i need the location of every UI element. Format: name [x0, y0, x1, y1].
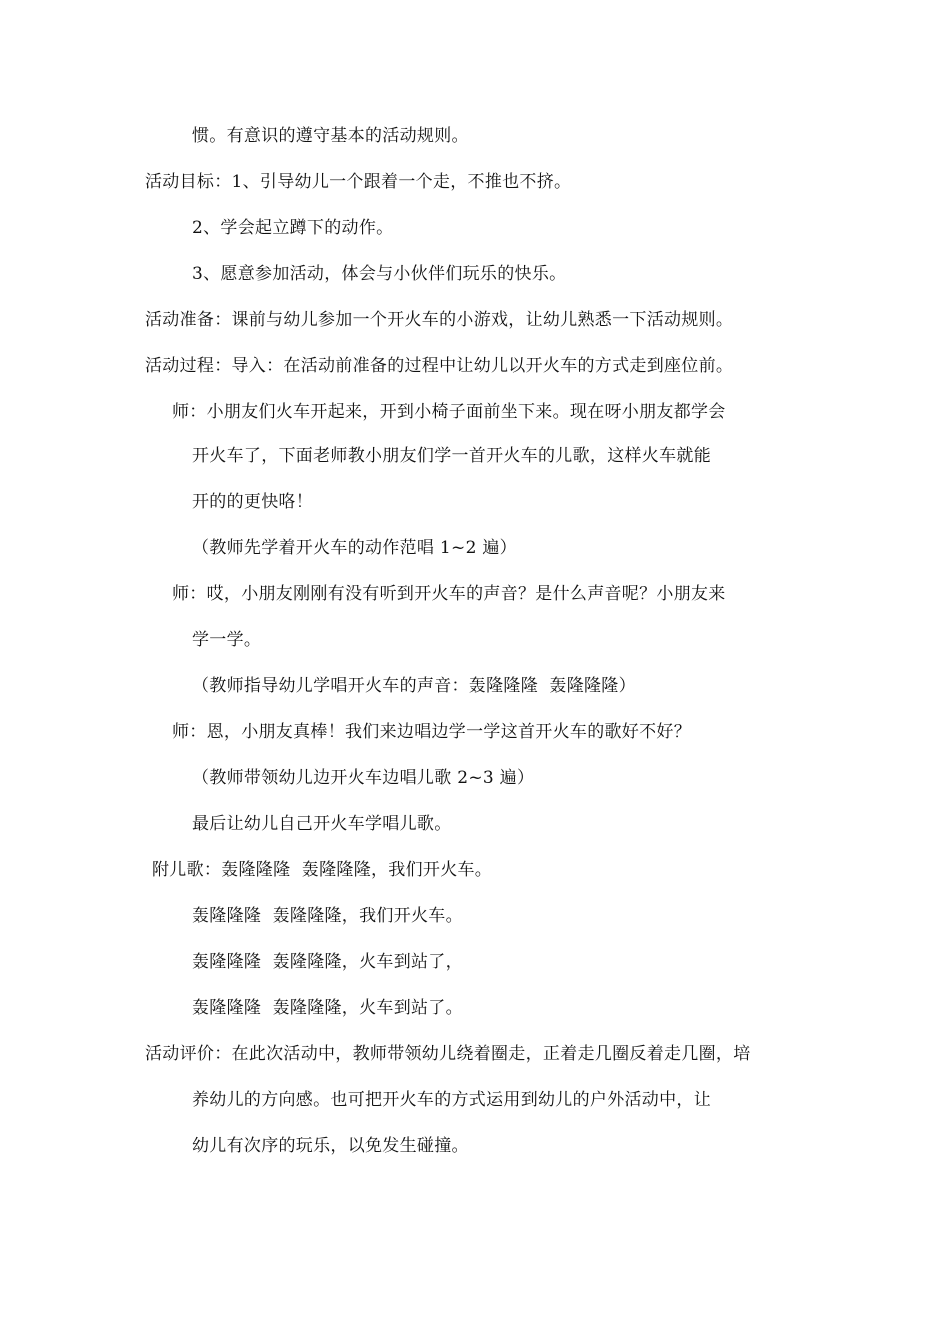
teacher-note-3: （教师带领幼儿边开火车边唱儿歌 2~3 遍） [192, 768, 535, 788]
song-line-2: 轰隆隆隆 轰隆隆隆，我们开火车。 [192, 906, 463, 926]
activity-process-line: 活动过程：导入：在活动前准备的过程中让幼儿以开火车的方式走到座位前。 [145, 356, 734, 376]
text-line: 惯。有意识的遵守基本的活动规则。 [192, 126, 469, 146]
song-line-3: 轰隆隆隆 轰隆隆隆，火车到站了， [192, 952, 463, 972]
song-line-4: 轰隆隆隆 轰隆隆隆，火车到站了。 [192, 998, 463, 1018]
song-title-line: 附儿歌：轰隆隆隆 轰隆隆隆，我们开火车。 [152, 860, 493, 880]
teacher-line-1: 师：小朋友们火车开起来，开到小椅子面前坐下来。现在呀小朋友都学会 [172, 402, 726, 422]
teacher-line-3: 师：恩，小朋友真棒！我们来边唱边学一学这首开火车的歌好不好？ [172, 722, 691, 742]
teacher-line-2: 师：哎，小朋友刚刚有没有听到开火车的声音？是什么声音呢？小朋友来 [172, 584, 726, 604]
teacher-note-2: （教师指导幼儿学唱开火车的声音：轰隆隆隆 轰隆隆隆） [192, 676, 636, 696]
evaluation-line-cont2: 幼儿有次序的玩乐，以免发生碰撞。 [192, 1136, 469, 1156]
final-step-line: 最后让幼儿自己开火车学唱儿歌。 [192, 814, 452, 834]
teacher-line-2-cont: 学一学。 [192, 630, 262, 650]
activity-goals-line: 活动目标：1、引导幼儿一个跟着一个走，不推也不挤。 [145, 172, 572, 192]
goal-item-3: 3、愿意参加活动，体会与小伙伴们玩乐的快乐。 [192, 264, 567, 284]
goal-item-2: 2、学会起立蹲下的动作。 [192, 218, 394, 238]
activity-preparation-line: 活动准备：课前与幼儿参加一个开火车的小游戏，让幼儿熟悉一下活动规则。 [145, 310, 734, 330]
activity-evaluation-line: 活动评价：在此次活动中，教师带领幼儿绕着圈走，正着走几圈反着走几圈，培 [145, 1044, 751, 1064]
evaluation-line-cont: 养幼儿的方向感。也可把开火车的方式运用到幼儿的户外活动中，让 [192, 1090, 711, 1110]
teacher-line-1-cont: 开火车了，下面老师教小朋友们学一首开火车的儿歌，这样火车就能 [192, 446, 711, 466]
teacher-note-1: （教师先学着开火车的动作范唱 1~2 遍） [192, 538, 517, 558]
teacher-line-1-cont2: 开的的更快咯！ [192, 492, 314, 512]
